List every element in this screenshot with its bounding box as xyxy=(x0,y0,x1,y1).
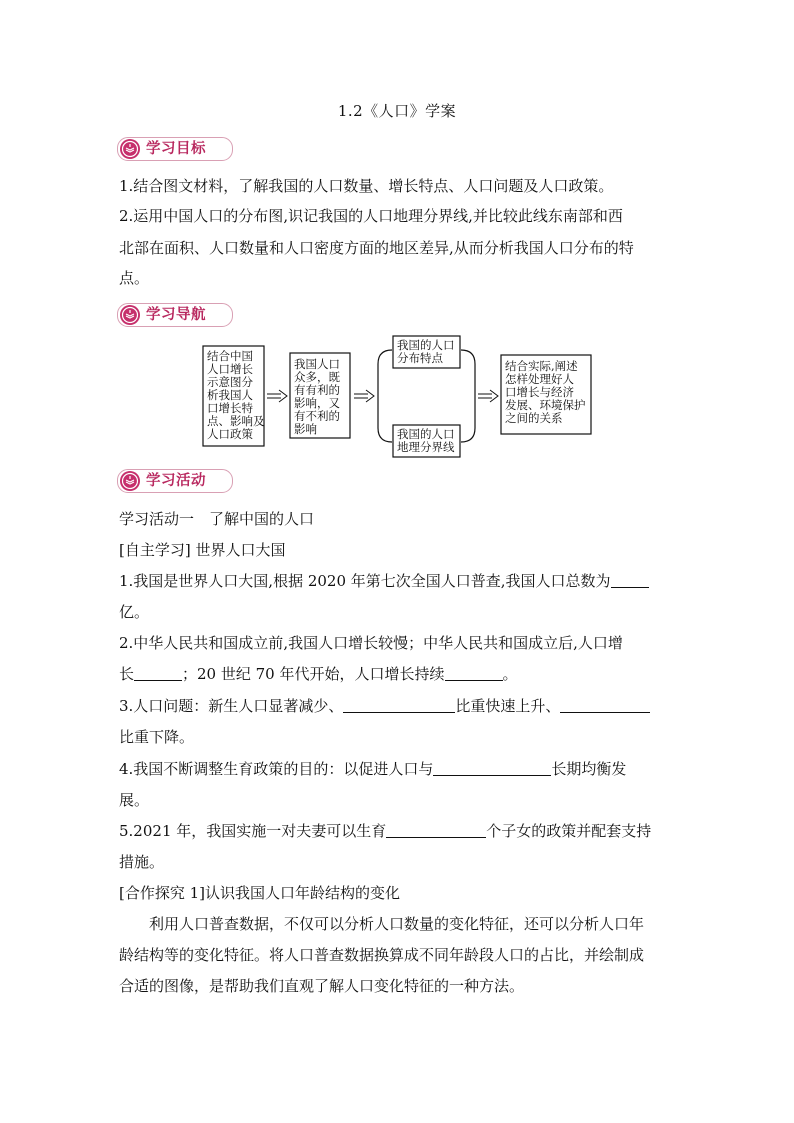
box2-line: 有有利的 xyxy=(294,383,340,397)
box5-line: 之间的关系 xyxy=(505,411,563,425)
paragraph-line: 龄结构等的变化特征。将人口普查数据换算成不同年龄段人口的占比，并绘制成 xyxy=(119,946,645,964)
question-3-cont: 比重下降。 xyxy=(119,728,195,746)
box2-line: 影响，又 xyxy=(294,396,340,410)
box5-line: 发展、环境保护 xyxy=(505,398,586,412)
box2-line: 众多，既 xyxy=(294,370,340,384)
answer-blank[interactable] xyxy=(611,571,649,588)
double-arrow-icon xyxy=(267,390,287,402)
box1-line: 结合中国 xyxy=(207,349,253,363)
right-bracket xyxy=(461,350,475,442)
box4-line: 我国的人口 xyxy=(397,427,455,441)
answer-blank[interactable] xyxy=(343,696,455,713)
goal-line: 点。 xyxy=(119,269,150,287)
answer-blank[interactable] xyxy=(134,664,182,681)
double-arrow-icon xyxy=(478,390,498,402)
answer-blank[interactable] xyxy=(445,664,503,681)
question-text: 个子女的政策并配套支持 xyxy=(486,822,652,840)
question-1-cont: 亿。 xyxy=(119,603,150,621)
paragraph-line: 合适的图像，是帮助我们直观了解人口变化特征的一种方法。 xyxy=(119,977,525,995)
question-text: 长期均衡发 xyxy=(551,760,627,778)
box2-line: 影响 xyxy=(294,422,317,436)
badge-label: 学习目标 xyxy=(146,141,206,157)
question-text: 比重快速上升、 xyxy=(455,697,561,715)
question-5-cont: 措施。 xyxy=(119,853,165,871)
goal-line: 2.运用中国人口的分布图,识记我国的人口地理分界线,并比较此线东南部和西 xyxy=(119,207,623,225)
box1-line: 人口政策 xyxy=(207,427,253,441)
box4-line: 地理分界线 xyxy=(397,440,455,454)
box5-line: 怎样处理好人 xyxy=(505,372,574,386)
question-text: ；20 世纪 70 年代开始，人口增长持续 xyxy=(182,665,445,683)
question-text: 4.我国不断调整生育政策的目的：以促进人口与 xyxy=(119,760,434,778)
question-text: 1.我国是世界人口大国,根据 2020 年第七次全国人口普查,我国人口总数为 xyxy=(119,572,611,590)
book-icon xyxy=(120,471,140,491)
activity-heading: 学习活动一 了解中国的人口 xyxy=(119,510,315,528)
box1-line: 示意图分 xyxy=(207,375,253,389)
box3-line: 分布特点 xyxy=(397,351,443,365)
box1-line: 口增长特 xyxy=(207,401,253,415)
self-study-heading: [自主学习] 世界人口大国 xyxy=(119,541,286,559)
answer-blank[interactable] xyxy=(433,759,551,776)
box1-line: 析我国人 xyxy=(207,388,253,402)
box5-line: 结合实际,阐述 xyxy=(505,359,578,373)
box3-line: 我国的人口 xyxy=(397,338,455,352)
left-bracket xyxy=(378,350,392,442)
question-text: 5.2021 年，我国实施一对夫妻可以生育 xyxy=(119,822,387,840)
page-title: 1.2《人口》学案 xyxy=(337,102,457,120)
question-4-cont: 展。 xyxy=(119,791,150,809)
learning-flow-diagram xyxy=(0,0,794,470)
box1-line: 人口增长 xyxy=(207,362,253,376)
goal-line: 北部在面积、人口数量和人口密度方面的地区差异,从而分析我国人口分布的特 xyxy=(119,239,634,257)
goal-line: 1.结合图文材料，了解我国的人口数量、增长特点、人口问题及人口政策。 xyxy=(119,177,614,195)
question-3 xyxy=(119,696,650,716)
box5-line: 口增长与经济 xyxy=(505,385,574,399)
question-text: 。 xyxy=(502,665,518,683)
badge-label: 学习活动 xyxy=(146,473,206,489)
question-text: 3.人口问题：新生人口显著减少、 xyxy=(119,697,344,715)
answer-blank[interactable] xyxy=(560,696,650,713)
answer-blank[interactable] xyxy=(386,821,486,838)
paragraph-line: 利用人口普查数据，不仅可以分析人口数量的变化特征，还可以分析人口年 xyxy=(149,915,645,933)
question-1 xyxy=(119,571,649,591)
box1-line: 点、影响及 xyxy=(207,414,265,428)
double-arrow-icon xyxy=(354,390,374,402)
question-5 xyxy=(119,821,651,841)
coop-heading: [合作探究 1]认识我国人口年龄结构的变化 xyxy=(119,884,401,902)
section-badge-activity xyxy=(117,469,233,493)
question-2-cont xyxy=(119,664,518,684)
badge-label: 学习导航 xyxy=(146,307,206,323)
box2-line: 有不利的 xyxy=(294,409,340,423)
question-2: 2.中华人民共和国成立前,我国人口增长较慢；中华人民共和国成立后,人口增 xyxy=(119,634,623,652)
box2-line: 我国人口 xyxy=(294,357,340,371)
question-text: 长 xyxy=(119,665,135,683)
question-4 xyxy=(119,759,626,779)
